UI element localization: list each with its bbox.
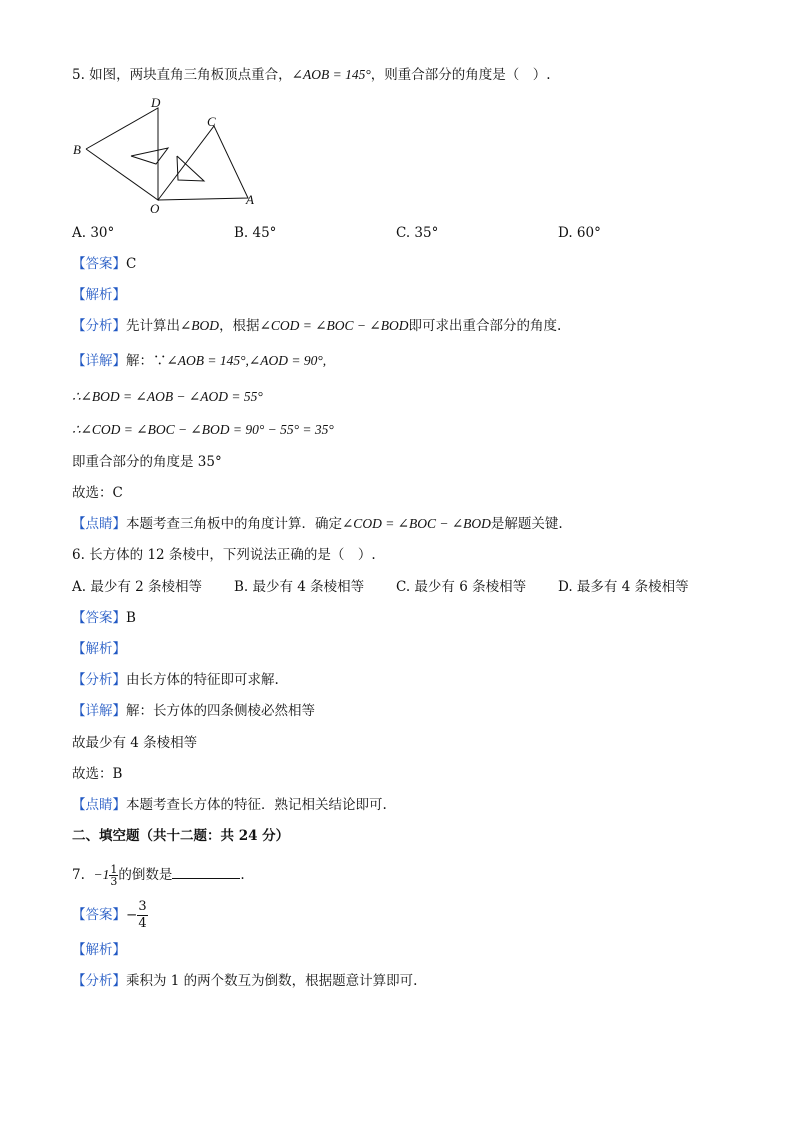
q7-answer-fraction: $\frac{3}{4}$ [138,899,147,931]
label-B: B [73,142,81,157]
q5-stem: 5. 如图，两块直角三角板顶点重合，∠AOB = 145°，则重合部分的角度是（ ）. [72,67,551,83]
q5-step2: ∴∠COD = ∠BOC − ∠BOD = 90° − 55° = 35° [72,422,334,437]
q5-option-b: B. 45° [234,225,277,241]
q5-option-d: D. 60° [558,225,601,241]
q6-xiangjie: 【详解】解：长方体的四条侧棱必然相等 [72,703,315,719]
q5-answer: 【答案】C [72,256,137,272]
q5-step3: 即重合部分的角度是 35° [72,454,222,470]
q7-answer: 【答案】− $\frac{3}{4}$ [72,899,147,931]
q6-stem: 6. 长方体的 12 条棱中，下列说法正确的是（ ）. [72,547,376,563]
section-heading: 二、填空题（共十二题：共 24 分） [72,828,290,844]
q5-fenxi: 【分析】先计算出∠BOD，根据∠COD = ∠BOC − ∠BOD即可求出重合部分的角度. [72,318,562,334]
inner-triangle-right [177,156,204,181]
q7-fenxi: 【分析】乘积为 1 的两个数互为倒数，根据题意计算即可. [72,973,418,989]
q5-step1: ∴∠BOD = ∠AOB − ∠AOD = 55° [72,389,263,404]
q5-analysis-tag: 【解析】 [72,287,126,303]
q6-option-a: A. 最少有 2 条棱相等 [72,579,203,595]
q6-option-d: D. 最多有 4 条棱相等 [558,579,689,595]
q5-xiangjie: 【详解】解：∵∠AOB = 145°,∠AOD = 90°, [72,353,327,369]
q6-dianjing: 【点睛】本题考查长方体的特征．熟记相关结论即可. [72,797,387,813]
triangle-oca [158,126,248,200]
q7-analysis-tag: 【解析】 [72,942,126,958]
inner-triangle-left [131,148,168,164]
answer-tag: 【答案】 [72,256,126,272]
q7-fraction: $\frac{1}{3}$ [110,863,118,888]
q7-answer-blank [172,866,240,879]
q6-answer: 【答案】B [72,610,136,626]
triangle-bdo [86,108,158,200]
q6-fenxi: 【分析】由长方体的特征即可求解. [72,672,279,688]
q6-option-b: B. 最少有 4 条棱相等 [234,579,365,595]
label-O: O [150,201,160,214]
q6-choose: 故选：B [72,766,123,782]
q6-conclusion: 故最少有 4 条棱相等 [72,735,198,751]
label-D: D [151,95,161,110]
label-C: C [207,114,216,129]
q6-option-c: C. 最少有 6 条棱相等 [396,579,527,595]
q5-option-a: A. 30° [72,225,115,241]
label-A: A [246,192,254,207]
q5-dianjing: 【点睛】本题考查三角板中的角度计算．确定∠COD = ∠BOC − ∠BOD是解题关键. [72,516,563,532]
q7-stem: 7. −1 $\frac{1}{3}$ 的倒数是 . [72,863,245,888]
q5-option-c: C. 35° [396,225,439,241]
q5-choose: 故选：C [72,485,123,501]
q6-analysis-tag: 【解析】 [72,641,126,657]
triangle-figure [72,92,262,214]
